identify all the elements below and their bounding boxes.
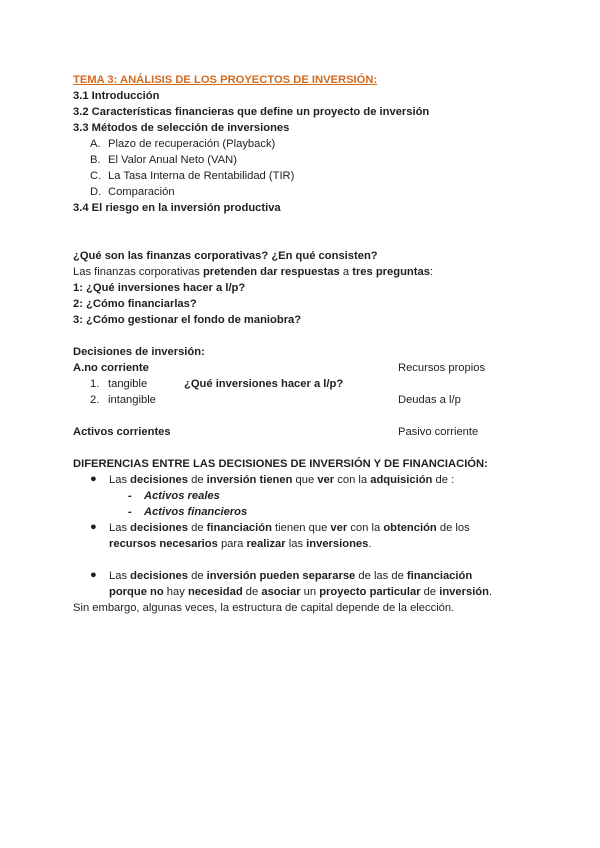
dash-item-activos-financieros bbox=[128, 505, 247, 519]
text-run: de bbox=[420, 586, 440, 598]
dash-item-text: Activos reales bbox=[144, 490, 220, 502]
text-run: un bbox=[300, 586, 320, 598]
text-run: decisiones bbox=[130, 570, 188, 582]
inversiones-question: ¿Qué inversiones hacer a l/p? bbox=[184, 378, 344, 390]
recursos-propios-label: Recursos propios bbox=[398, 362, 486, 374]
toc-subitem-letter: D. bbox=[90, 186, 102, 198]
deudas-label: Deudas a l/p bbox=[398, 394, 461, 406]
text-run: Las bbox=[109, 570, 131, 582]
text-run: para bbox=[217, 538, 247, 550]
dash-icon: - bbox=[128, 490, 132, 502]
document-title: TEMA 3: ANÁLISIS DE LOS PROYECTOS DE INVERSIÓN: bbox=[73, 74, 378, 86]
toc-item-3-2: 3.2 Características financieras que define un proyecto de inversión bbox=[73, 106, 430, 118]
question-3: 3: ¿Cómo gestionar el fondo de maniobra? bbox=[73, 314, 302, 326]
closing-sentence: Sin embargo, algunas veces, la estructura de capital depende de la elección. bbox=[73, 602, 455, 614]
text-run: Las bbox=[109, 474, 131, 486]
text-run: financiación bbox=[406, 570, 473, 582]
decisiones-item-2 bbox=[90, 393, 156, 407]
text-run: inversión tienen bbox=[206, 474, 293, 486]
text-run: . bbox=[488, 586, 493, 598]
decisiones-item-1 bbox=[90, 377, 147, 391]
toc-subitem bbox=[90, 169, 294, 183]
finanzas-intro bbox=[73, 265, 433, 279]
bullet-3-text-line-2 bbox=[109, 585, 492, 599]
text-run: pueden separarse bbox=[259, 570, 356, 582]
item-number: 1. bbox=[90, 378, 100, 390]
text-run: de : bbox=[432, 474, 455, 486]
bullet-icon: ● bbox=[90, 473, 97, 485]
text-run: asociar bbox=[261, 586, 301, 598]
text-run: ver bbox=[317, 474, 335, 486]
bullet-2-text-line-2 bbox=[109, 537, 371, 551]
text-run: de bbox=[242, 586, 262, 598]
text-run: inversiones bbox=[306, 538, 369, 550]
bullet-icon: ● bbox=[90, 569, 97, 581]
text-run: Las finanzas corporativas bbox=[73, 266, 203, 278]
activo-no-corriente-label: A.no corriente bbox=[73, 362, 149, 374]
activos-corrientes-label: Activos corrientes bbox=[73, 426, 171, 438]
toc-subitem-text: Comparación bbox=[108, 186, 175, 198]
dash-icon: - bbox=[128, 506, 132, 518]
text-run: de los bbox=[436, 522, 470, 534]
toc-item-3-1: 3.1 Introducción bbox=[73, 90, 160, 102]
text-run: decisiones bbox=[130, 474, 188, 486]
text-run: proyecto particular bbox=[319, 586, 421, 598]
text-run: Las bbox=[109, 522, 131, 534]
text-run: a bbox=[339, 266, 353, 278]
toc-subitem-letter: B. bbox=[90, 154, 101, 166]
question-2: 2: ¿Cómo financiarlas? bbox=[73, 298, 197, 310]
toc-subitem-letter: C. bbox=[90, 170, 102, 182]
toc-subitem-text: La Tasa Interna de Rentabilidad (TIR) bbox=[108, 170, 295, 182]
text-run: de bbox=[187, 474, 207, 486]
text-run: de bbox=[187, 522, 207, 534]
item-text: tangible bbox=[108, 378, 148, 390]
text-run: adquisición bbox=[370, 474, 433, 486]
text-run: las bbox=[285, 538, 307, 550]
text-run: con la bbox=[334, 474, 371, 486]
bullet-2-text-line-1 bbox=[109, 521, 470, 535]
diferencias-heading: DIFERENCIAS ENTRE LAS DECISIONES DE INVERSIÓN Y DE FINANCIACIÓN: bbox=[73, 458, 488, 470]
finanzas-question: ¿Qué son las finanzas corporativas? ¿En qué consisten? bbox=[73, 250, 378, 262]
text-run: . bbox=[368, 538, 372, 550]
text-run: recursos necesarios bbox=[109, 538, 218, 550]
text-run: inversión bbox=[439, 586, 489, 598]
item-number: 2. bbox=[90, 394, 100, 406]
text-run: realizar bbox=[246, 538, 286, 550]
toc-item-3-4: 3.4 El riesgo en la inversión productiva bbox=[73, 202, 281, 214]
dash-item-activos-reales bbox=[128, 489, 220, 503]
toc-subitem-text: Plazo de recuperación (Playback) bbox=[108, 138, 276, 150]
text-run: financiación bbox=[206, 522, 272, 534]
text-run: de las de bbox=[355, 570, 407, 582]
text-run: obtención bbox=[383, 522, 437, 534]
text-run: de bbox=[187, 570, 207, 582]
decisiones-heading: Decisiones de inversión: bbox=[73, 346, 205, 358]
bullet-1-text bbox=[109, 473, 454, 487]
pasivo-corriente-label: Pasivo corriente bbox=[398, 426, 479, 438]
text-run: inversión bbox=[206, 570, 257, 582]
toc-subitem-text: El Valor Anual Neto (VAN) bbox=[108, 154, 237, 166]
text-run: que bbox=[292, 474, 318, 486]
text-run: porque no bbox=[109, 586, 164, 598]
text-run: pretenden dar respuestas bbox=[202, 266, 340, 278]
toc-subitem bbox=[90, 185, 175, 199]
toc-subitem bbox=[90, 137, 275, 151]
text-run: tienen que bbox=[271, 522, 331, 534]
text-run: ver bbox=[330, 522, 348, 534]
bullet-3-text-line-1 bbox=[109, 569, 472, 583]
text-run: tres preguntas bbox=[352, 266, 430, 278]
item-text: intangible bbox=[108, 394, 156, 406]
toc-subitem bbox=[90, 153, 237, 167]
text-run: decisiones bbox=[130, 522, 188, 534]
question-1: 1: ¿Qué inversiones hacer a l/p? bbox=[73, 282, 246, 294]
text-run: : bbox=[429, 266, 434, 278]
text-run: necesidad bbox=[187, 586, 243, 598]
toc-item-3-3: 3.3 Métodos de selección de inversiones bbox=[73, 122, 290, 134]
toc-subitem-letter: A. bbox=[90, 138, 101, 150]
bullet-icon: ● bbox=[90, 521, 97, 533]
text-run: con la bbox=[347, 522, 384, 534]
text-run: hay bbox=[163, 586, 188, 598]
dash-item-text: Activos financieros bbox=[144, 506, 248, 518]
